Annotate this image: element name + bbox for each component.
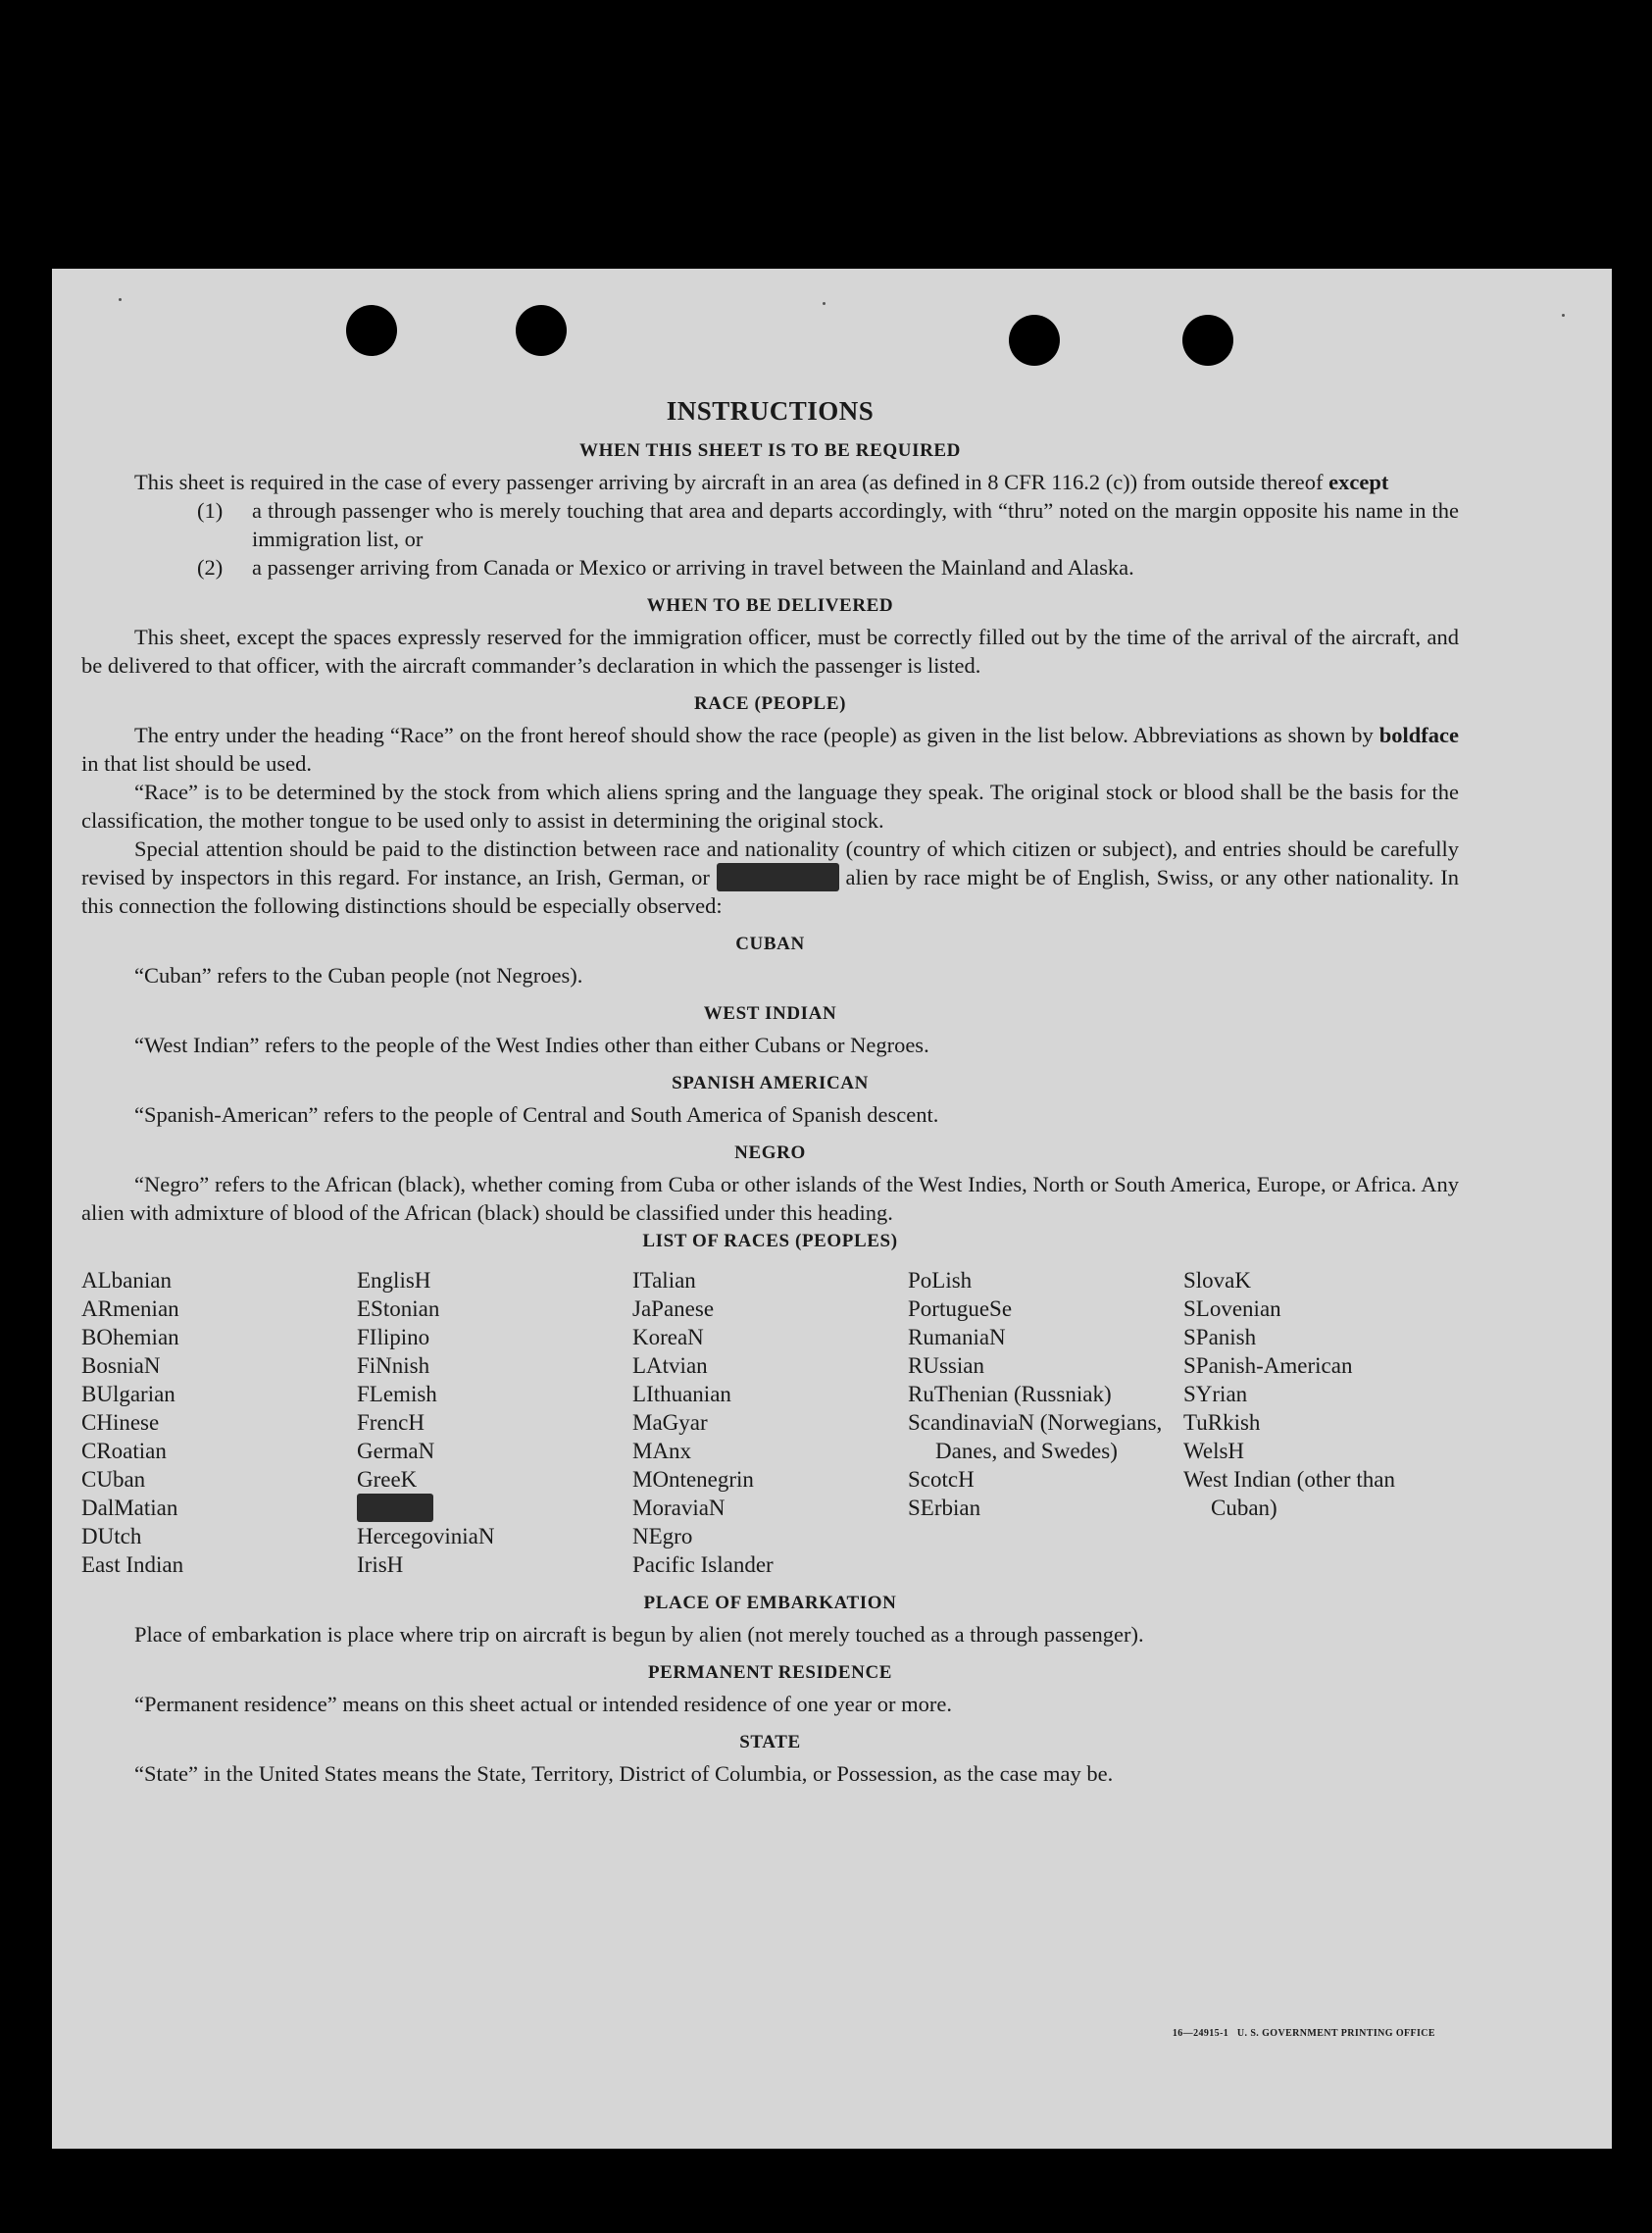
heading-cuban: CUBAN <box>735 934 805 954</box>
race-entry: FrencH <box>357 1410 425 1435</box>
race-entry: CRoatian <box>81 1439 167 1463</box>
race-entry <box>357 1494 632 1522</box>
race-entry: ScandinaviaN (Norwegians, Danes, and Swedes) <box>908 1410 1163 1463</box>
race-entry: FIlipino <box>357 1325 430 1349</box>
exception-item <box>197 553 1459 582</box>
race-entry: EnglisH <box>357 1268 431 1293</box>
heading-permanent-residence: PERMANENT RESIDENCE <box>647 1662 893 1683</box>
race-entry: SPanish-American <box>1183 1353 1353 1378</box>
race-entry: FiNnish <box>357 1353 430 1378</box>
race-entry: BOhemian <box>81 1325 179 1349</box>
heading-when-required: WHEN THIS SHEET IS TO BE REQUIRED <box>578 440 962 461</box>
race-entry: MAnx <box>632 1439 692 1463</box>
west-indian-text: “West Indian” refers to the people of the West Indies other than either Cubans or Negroes. <box>134 1033 929 1057</box>
race-entry: CUban <box>81 1467 146 1492</box>
item-text: a passenger arriving from Canada or Mexico or arriving in travel between the Mainland and Alaska. <box>252 555 1134 580</box>
race-entry: RuThenian (Russniak) <box>908 1382 1112 1406</box>
when-required-intro: This sheet is required in the case of every passenger arriving by aircraft in an area (as defined in 8 CFR 116.2 (c)) from outside thereof except <box>134 470 1389 494</box>
spanish-american-text: “Spanish-American” refers to the people of Central and South America of Spanish descent. <box>134 1102 939 1127</box>
print-code <box>1173 2028 1435 2039</box>
race-entry: MOntenegrin <box>632 1467 754 1492</box>
when-delivered-text: This sheet, except the spaces expressly reserved for the immigration officer, must be correctly filled out by the time of the arrival of the aircraft, and be delivered to that officer, with the aircraft commander’s declaration in which the passenger is listed. <box>81 625 1459 678</box>
heading-west-indian: WEST INDIAN <box>703 1003 837 1024</box>
exception-item <box>197 496 1459 553</box>
speck <box>119 298 122 301</box>
race-entry: CHinese <box>81 1410 160 1435</box>
speck <box>1562 314 1565 317</box>
race-entry: LAtvian <box>632 1353 708 1378</box>
heading-negro: NEGRO <box>734 1142 806 1163</box>
item-number: (2) <box>197 555 224 580</box>
race-entry: KoreaN <box>632 1325 704 1349</box>
punch-hole <box>1182 315 1233 366</box>
race-entry: ARmenian <box>81 1296 179 1321</box>
race-entry: Pacific Islander <box>632 1552 774 1577</box>
race-entry: WelsH <box>1183 1439 1245 1463</box>
race-entry: SLovenian <box>1183 1296 1281 1321</box>
race-entry: JaPanese <box>632 1296 715 1321</box>
race-entry: EStonian <box>357 1296 440 1321</box>
heading-list-of-races: LIST OF RACES (PEOPLES) <box>642 1231 898 1251</box>
form-number: 16—24915-1 <box>1172 2028 1229 2039</box>
redacted-word <box>717 863 839 891</box>
item-text: a through passenger who is merely touching that area and departs accordingly, with “thru” noted on the margin opposite his name in the immigration list, or <box>252 498 1459 551</box>
heading-state: STATE <box>739 1732 801 1752</box>
race-column <box>1183 1266 1459 1579</box>
punch-hole <box>516 305 567 356</box>
race-column <box>81 1266 357 1579</box>
redacted-entry <box>357 1494 433 1522</box>
race-entry: West Indian (other than Cuban) <box>1183 1467 1395 1520</box>
race-paragraph-3: Special attention should be paid to the distinction between race and nationality (country of which citizen or subject), and entries should be carefully revised by inspectors in this regard. For instance, an Irish, German, or alien by race might be of English, Swiss, or any other nationality. In this connection the following distinctions should be especially observed: <box>81 837 1459 918</box>
race-entry: SPanish <box>1183 1325 1257 1349</box>
race-entry: GermaN <box>357 1439 435 1463</box>
punch-hole <box>346 305 397 356</box>
race-entry: DUtch <box>81 1524 142 1548</box>
race-paragraph-1: The entry under the heading “Race” on the front hereof should show the race (people) as given in the list below. Abbreviations as shown by boldface in that list should be used. <box>81 723 1459 776</box>
race-entry: BUlgarian <box>81 1382 175 1406</box>
race-entry: PoLish <box>908 1268 973 1293</box>
negro-text: “Negro” refers to the African (black), whether coming from Cuba or other islands of the West Indies, North or South America, Europe, or Africa. Any alien with admixture of blood of the African (black) should be classified under this heading. <box>81 1172 1459 1225</box>
race-entry: LIthuanian <box>632 1382 731 1406</box>
race-entry: PortugueSe <box>908 1296 1013 1321</box>
document-page <box>52 269 1612 2149</box>
race-column <box>908 1266 1183 1579</box>
race-entry: DalMatian <box>81 1496 178 1520</box>
race-entry: IrisH <box>357 1552 404 1577</box>
race-entry: NEgro <box>632 1524 693 1548</box>
race-entry: ScotcH <box>908 1467 975 1492</box>
state-text: “State” in the United States means the State, Territory, District of Columbia, or Possession, as the case may be. <box>134 1761 1114 1786</box>
page-title: INSTRUCTIONS <box>666 396 875 426</box>
punch-hole <box>1009 315 1060 366</box>
race-list <box>81 1266 1459 1579</box>
heading-place-of-embarkation: PLACE OF EMBARKATION <box>643 1593 897 1613</box>
race-entry: ITalian <box>632 1268 696 1293</box>
race-entry: SErbian <box>908 1496 981 1520</box>
speck <box>823 302 826 305</box>
race-entry: SlovaK <box>1183 1268 1251 1293</box>
race-entry: East Indian <box>81 1552 184 1577</box>
cuban-text: “Cuban” refers to the Cuban people (not Negroes). <box>134 963 583 988</box>
race-entry: RumaniaN <box>908 1325 1006 1349</box>
race-entry: MaGyar <box>632 1410 708 1435</box>
race-column <box>357 1266 632 1579</box>
race-entry: SYrian <box>1183 1382 1248 1406</box>
instructions-content <box>81 396 1459 1788</box>
race-entry: FLemish <box>357 1382 437 1406</box>
place-of-embarkation-text: Place of embarkation is place where trip on aircraft is begun by alien (not merely touched as a through passenger). <box>134 1622 1144 1647</box>
race-entry: ALbanian <box>81 1268 172 1293</box>
race-entry: HercegoviniaN <box>357 1524 495 1548</box>
race-paragraph-2: “Race” is to be determined by the stock from which aliens spring and the language they speak. The original stock or blood shall be the basis for the classification, the mother tongue to be used only to assist in determining the original stock. <box>81 780 1459 833</box>
printer-name: U. S. GOVERNMENT PRINTING OFFICE <box>1236 2028 1435 2039</box>
heading-when-delivered: WHEN TO BE DELIVERED <box>646 595 894 616</box>
race-entry: GreeK <box>357 1467 418 1492</box>
race-entry: BosniaN <box>81 1353 161 1378</box>
race-entry: MoraviaN <box>632 1496 726 1520</box>
permanent-residence-text: “Permanent residence” means on this sheet actual or intended residence of one year or more. <box>134 1692 953 1716</box>
race-entry: RUssian <box>908 1353 984 1378</box>
race-column <box>632 1266 908 1579</box>
heading-race: RACE (PEOPLE) <box>693 693 847 714</box>
heading-spanish-american: SPANISH AMERICAN <box>672 1073 869 1093</box>
item-number: (1) <box>197 498 224 523</box>
race-entry: TuRkish <box>1183 1410 1261 1435</box>
